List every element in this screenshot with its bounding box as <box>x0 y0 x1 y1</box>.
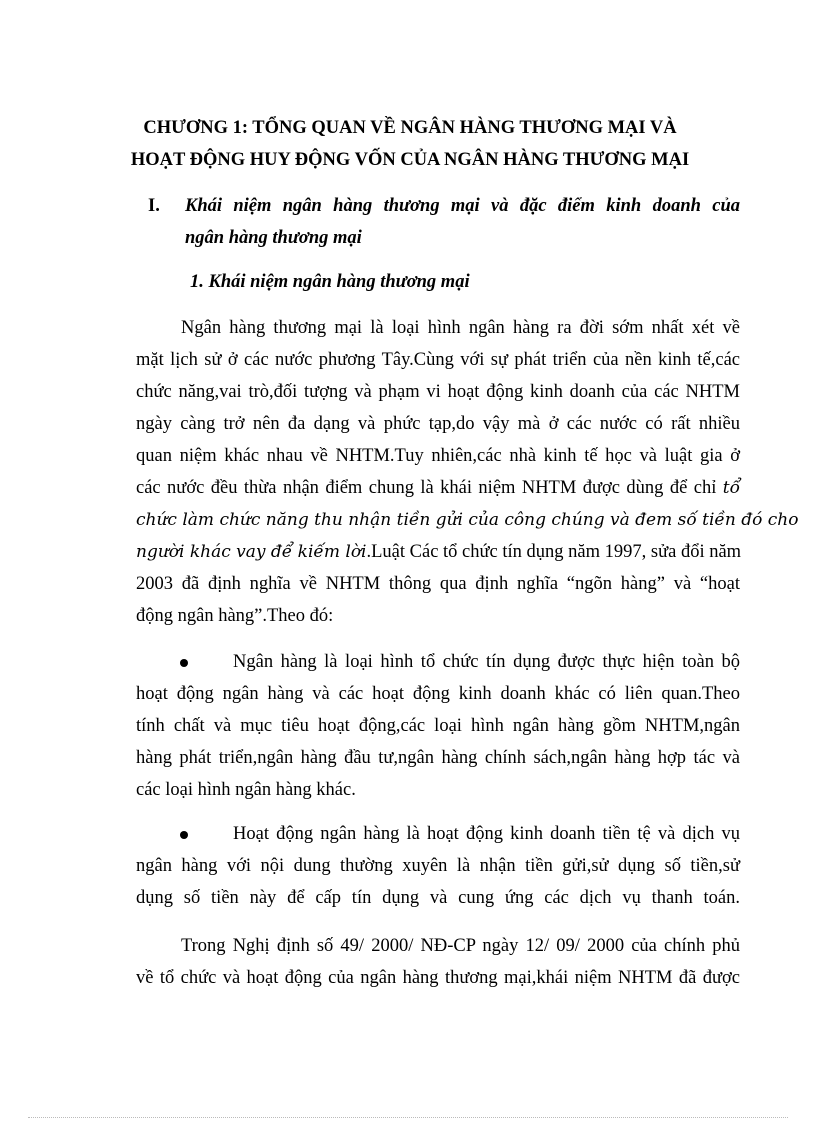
chapter-title-line-1: CHƯƠNG 1: TỔNG QUAN VỀ NGÂN HÀNG THƯƠNG MẠI VÀ <box>143 118 677 138</box>
subsection-heading: 1. Khái niệm ngân hàng thương mại <box>190 272 470 292</box>
bullet-line: các loại hình ngân hàng khác. <box>136 780 356 800</box>
italic-definition-text: chức làm chức năng thu nhận tiền gửi của công chúng và đem số tiền đó cho <box>136 510 799 530</box>
bullet-line: hàng phát triển,ngân hàng đầu tư,ngân hàng chính sách,ngân hàng hợp tác và <box>136 748 740 768</box>
bullet-line: hoạt động ngân hàng và các hoạt động kinh doanh khác có liên quan.Theo <box>136 684 740 704</box>
chapter-title-line-2: HOẠT ĐỘNG HUY ĐỘNG VỐN CỦA NGÂN HÀNG THƯƠNG MẠI <box>130 150 690 170</box>
paragraph-line-with-italic <box>136 472 740 504</box>
section-title-line-1: Khái niệm ngân hàng thương mại và đặc điểm kinh doanh của <box>185 196 740 216</box>
paragraph-text: các nước đều thừa nhận điểm chung là khái niệm NHTM được dùng để chỉ <box>136 478 717 498</box>
paragraph-line: 2003 đã định nghĩa về NHTM thông qua định nghĩa “ngõn hàng” và “hoạt <box>136 574 740 594</box>
paragraph-1 <box>136 312 799 632</box>
page-bottom-divider <box>28 1117 788 1118</box>
paragraph-line: ngày càng trở nên đa dạng và phức tạp,do vậy mà ở các nước có rất nhiều <box>136 414 740 434</box>
italic-definition-start: tổ <box>722 478 741 498</box>
italic-definition-line <box>136 504 799 536</box>
paragraph-line: về tổ chức và hoạt động của ngân hàng thương mại,khái niệm NHTM đã được <box>136 968 740 988</box>
italic-definition-end: người khác vay để kiếm lời <box>136 542 367 562</box>
chapter-title <box>130 112 690 176</box>
section-title-line-2: ngân hàng thương mại <box>185 228 362 248</box>
bullet-line: dụng số tiền này để cấp tín dụng và cung ứng các dịch vụ thanh toán. <box>136 888 740 908</box>
bullet-line: Hoạt động ngân hàng là hoạt động kinh doanh tiền tệ và dịch vụ <box>233 824 740 844</box>
paragraph-line: quan niệm khác nhau về NHTM.Tuy nhiên,các nhà kinh tế học và luật gia ở <box>136 446 740 466</box>
paragraph-line-mixed <box>136 536 740 568</box>
bullet-line: Ngân hàng là loại hình tổ chức tín dụng được thực hiện toàn bộ <box>233 652 740 672</box>
bullet-line: tính chất và mục tiêu hoạt động,các loại hình ngân hàng gồm NHTM,ngân <box>136 716 740 736</box>
section-heading <box>148 190 740 254</box>
paragraph-line: Trong Nghị định số 49/ 2000/ NĐ-CP ngày 12/ 09/ 2000 của chính phủ <box>181 936 740 956</box>
paragraph-line: mặt lịch sử ở các nước phương Tây.Cùng với sự phát triển của nền kinh tế,các <box>136 350 740 370</box>
paragraph-text: .Luật Các tổ chức tín dụng năm 1997, sửa đổi năm <box>366 542 742 562</box>
paragraph-line: động ngân hàng”.Theo đó: <box>136 606 334 626</box>
section-number: I. <box>148 196 160 216</box>
paragraph-line: Ngân hàng thương mại là loại hình ngân hàng ra đời sớm nhất xét về <box>181 318 740 338</box>
paragraph-line: chức năng,vai trò,đối tượng và phạm vi hoạt động kinh doanh của các NHTM <box>136 382 740 402</box>
bullet-item-1 <box>136 646 740 806</box>
bullet-item-2 <box>136 818 740 914</box>
paragraph-2 <box>136 930 740 994</box>
bullet-line: ngân hàng với nội dung thường xuyên là nhận tiền gửi,sử dụng số tiền,sử <box>136 856 740 876</box>
